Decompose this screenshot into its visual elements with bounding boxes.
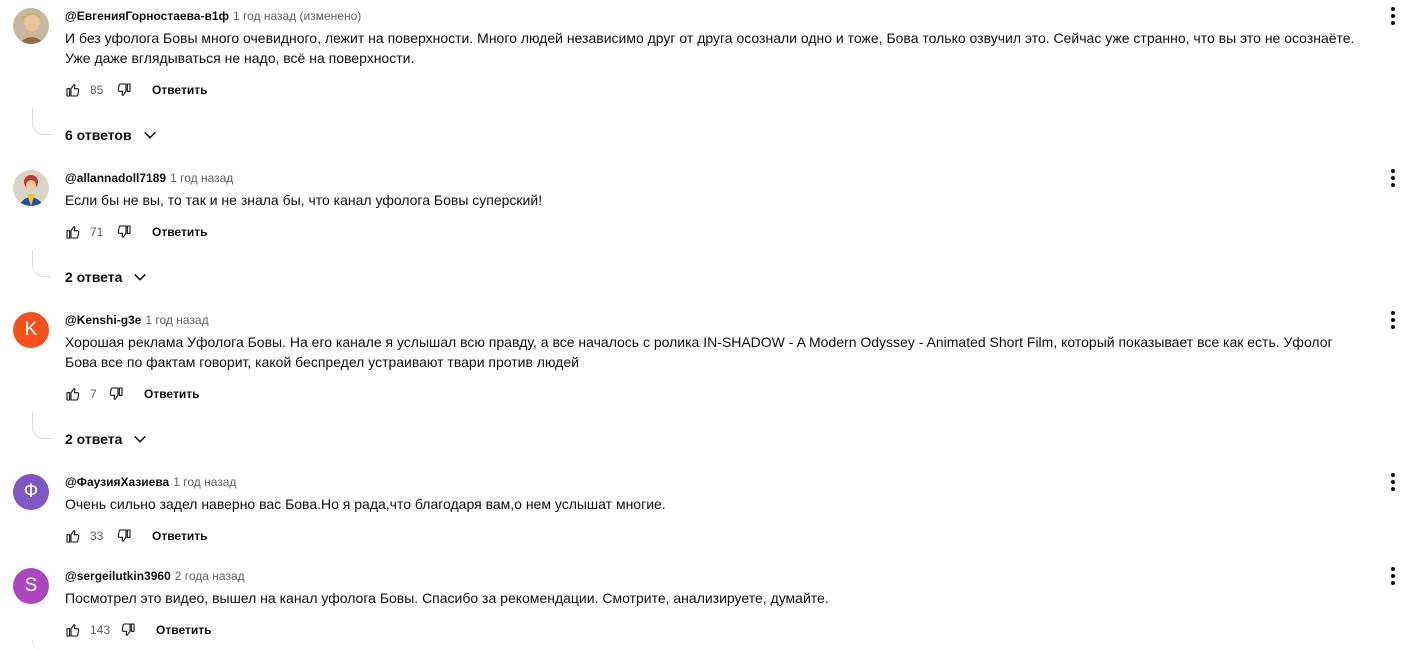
comment-text: И без уфолога Бовы много очевидного, лежит на поверхности. Много людей независимо друг от друга осознали одно и тоже, Бова только озвучил это. Сейчас уже странно, что вы это не осознаёте. Уже даже вглядываться не надо, всё на поверхности.	[65, 30, 1355, 66]
like-count: 33	[90, 529, 104, 543]
comment-text: Очень сильно задел наверно вас Бова.Но я рада,что благодаря вам,о нем услышат многие.	[65, 496, 666, 512]
comment-text: Хорошая реклама Уфолога Бовы. На его канале я услышал всю правду, а все началось с ролика IN-SHADOW - A Modern Odyssey - Animated Short Film, который показывает все как есть. Уфолог Бова все по фактам говорит, какой беспредел устраивают твари против людей	[65, 334, 1333, 370]
more-vert-icon[interactable]	[1383, 6, 1403, 26]
comment-actions	[65, 384, 199, 404]
reply-button[interactable]: Ответить	[144, 387, 200, 401]
comment-author[interactable]: @ЕвгенияГорностаева-в1ф	[65, 9, 230, 23]
comment-time[interactable]: 1 год назад	[170, 171, 234, 185]
thread-line	[32, 108, 51, 135]
thread-line	[32, 640, 51, 650]
thumb-up-icon[interactable]	[65, 386, 81, 402]
like-count: 85	[90, 83, 104, 97]
comment-text: Если бы не вы, то так и не знала бы, что канал уфолога Бовы суперский!	[65, 192, 543, 208]
comment-header	[65, 170, 233, 186]
chevron-down-icon	[142, 127, 158, 143]
comment-time[interactable]: 1 год назад (изменено)	[233, 9, 362, 23]
letter-avatar[interactable]	[13, 568, 49, 604]
thread-line	[32, 250, 51, 277]
letter-avatar[interactable]	[13, 312, 49, 348]
chevron-down-icon	[132, 431, 148, 447]
reply-button[interactable]: Ответить	[152, 529, 208, 543]
comment-header	[65, 568, 245, 584]
avatar-letter: S	[24, 575, 38, 596]
more-vert-icon[interactable]	[1383, 472, 1403, 492]
avatar-letter: K	[24, 319, 38, 340]
comment-time[interactable]: 1 год назад	[145, 313, 209, 327]
comment-author[interactable]: @Kenshi-g3e	[65, 313, 142, 327]
replies-count-label: 2 ответа	[65, 269, 123, 285]
like-count: 71	[90, 225, 104, 239]
thumb-down-icon[interactable]	[120, 622, 136, 638]
thumb-up-icon[interactable]	[65, 528, 81, 544]
comment-actions	[65, 620, 211, 640]
reply-button[interactable]: Ответить	[152, 83, 208, 97]
thumb-up-icon[interactable]	[65, 224, 81, 240]
thumb-down-icon[interactable]	[116, 224, 132, 240]
comment-header	[65, 474, 236, 490]
replies-count-label: 6 ответов	[65, 127, 132, 143]
chevron-down-icon	[132, 269, 148, 285]
comment-header	[65, 8, 361, 24]
comment-text: Посмотрел это видео, вышел на канал уфолога Бовы. Спасибо за рекомендации. Смотрите, анализируете, думайте.	[65, 590, 829, 606]
thumb-up-icon[interactable]	[65, 622, 81, 638]
letter-avatar[interactable]	[13, 474, 49, 510]
thumb-up-icon[interactable]	[65, 82, 81, 98]
reply-button[interactable]: Ответить	[156, 623, 212, 637]
thumb-down-icon[interactable]	[116, 528, 132, 544]
replies-count-label: 2 ответа	[65, 431, 123, 447]
comment-time[interactable]: 1 год назад	[173, 475, 237, 489]
view-replies-button[interactable]	[65, 125, 158, 145]
comment-author[interactable]: @sergeilutkin3960	[65, 569, 171, 583]
comment-header	[65, 312, 209, 328]
view-replies-button[interactable]	[65, 267, 148, 287]
more-vert-icon[interactable]	[1383, 566, 1403, 586]
more-vert-icon[interactable]	[1383, 310, 1403, 330]
like-count: 143	[90, 623, 111, 637]
comment-actions	[65, 222, 207, 242]
comment-author[interactable]: @ФаузияХазиева	[65, 475, 170, 489]
user-photo-avatar[interactable]	[13, 170, 49, 206]
like-count: 7	[90, 387, 97, 401]
reply-button[interactable]: Ответить	[152, 225, 208, 239]
comment-actions	[65, 80, 207, 100]
comment-time[interactable]: 2 года назад	[174, 569, 245, 583]
avatar-letter: Ф	[23, 481, 39, 502]
thumb-down-icon[interactable]	[116, 82, 132, 98]
thumb-down-icon[interactable]	[108, 386, 124, 402]
comment-actions	[65, 526, 207, 546]
comment-author[interactable]: @allannadoll7189	[65, 171, 167, 185]
view-replies-button[interactable]	[65, 429, 148, 449]
thread-line	[32, 412, 51, 439]
more-vert-icon[interactable]	[1383, 168, 1403, 188]
user-photo-avatar[interactable]	[13, 8, 49, 44]
